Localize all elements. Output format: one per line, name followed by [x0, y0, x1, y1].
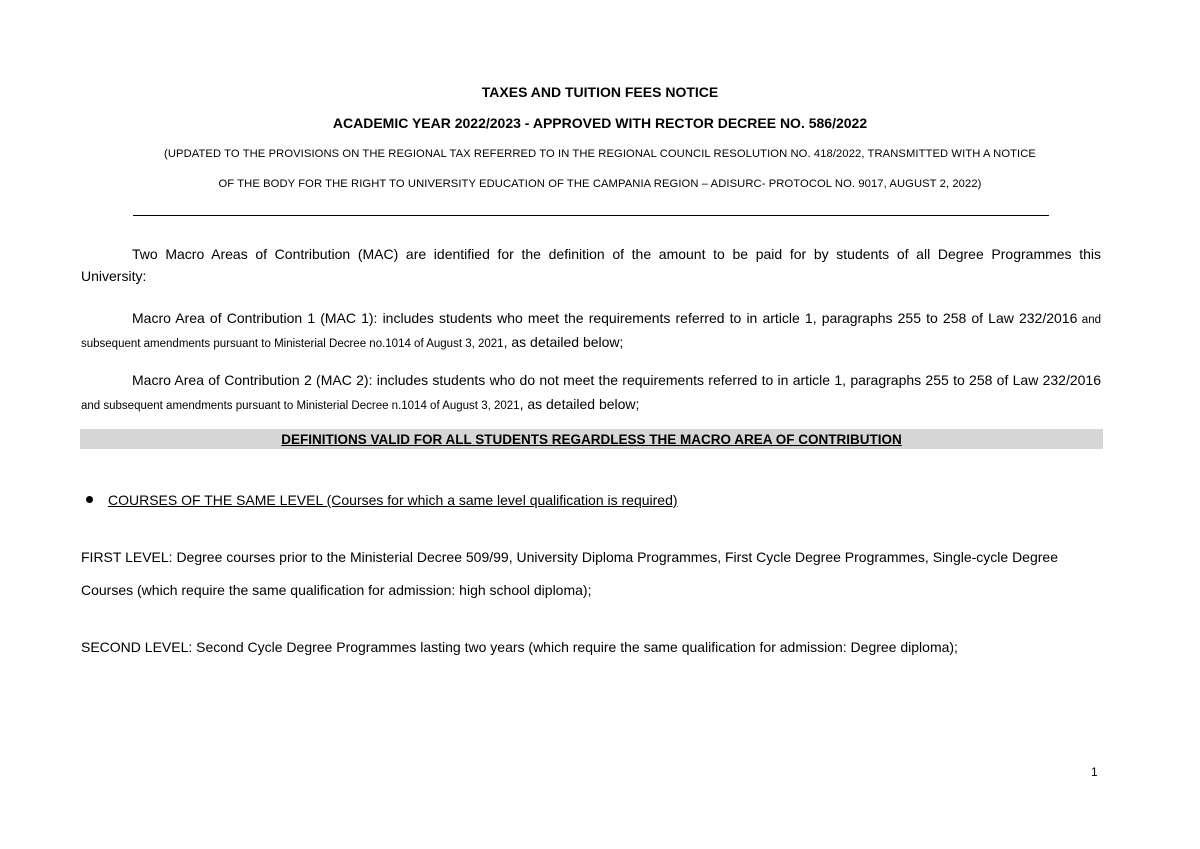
document-subtitle: ACADEMIC YEAR 2022/2023 - APPROVED WITH RECTOR DECREE NO. 586/2022	[332, 115, 868, 131]
definitions-heading: DEFINITIONS VALID FOR ALL STUDENTS REGARDLESS THE MACRO AREA OF CONTRIBUTION	[281, 432, 902, 447]
courses-same-level-text: COURSES OF THE SAME LEVEL (Courses for which a same level qualification is required)	[108, 492, 678, 508]
update-note-line-1: (UPDATED TO THE PROVISIONS ON THE REGIONAL TAX REFERRED TO IN THE REGIONAL COUNCIL RESOLUTION NO. 418/2022, TRANSMITTED WITH A NOTICE	[164, 148, 1036, 160]
intro-text: Two Macro Areas of Contribution (MAC) are identified for the definition of the amount to be paid for by students of all Degree Programmes this University:	[81, 246, 1101, 284]
mac2-tail: , as detailed below;	[519, 396, 640, 412]
mac1-detail: and subsequent amendments pursuant to Ministerial Decree no.1014 of August 3, 2021	[81, 314, 1101, 350]
mac2-lead: Macro Area of Contribution 2 (MAC 2): includes students who do not meet the requirements referred to in article 1, paragraphs 255 to 258 of Law 232/2016	[132, 372, 1101, 388]
mac1-paragraph	[81, 307, 1101, 355]
page-number: 1	[1091, 765, 1098, 779]
definitions-heading-bar	[80, 429, 1103, 449]
mac2-detail: and subsequent amendments pursuant to Ministerial Decree n.1014 of August 3, 2021	[81, 400, 520, 412]
mac1-tail: , as detailed below;	[503, 334, 624, 350]
second-level-definition: SECOND LEVEL: Second Cycle Degree Programmes lasting two years (which require the same qualification for admission: Degree diploma);	[81, 639, 958, 655]
bullet-icon	[86, 496, 93, 503]
mac2-paragraph	[81, 369, 1101, 417]
first-level-definition: FIRST LEVEL: Degree courses prior to the Ministerial Decree 509/99, University Diploma Programmes, First Cycle Degree Programmes, Single-cycle Degree Courses (which require the same qualification for admission: high school diploma);	[81, 549, 1058, 598]
header-divider	[133, 215, 1049, 216]
courses-same-level-bullet	[86, 492, 678, 508]
intro-paragraph	[81, 243, 1101, 287]
document-title: TAXES AND TUITION FEES NOTICE	[481, 84, 719, 100]
mac1-lead: Macro Area of Contribution 1 (MAC 1): includes students who meet the requirements referred to in article 1, paragraphs 255 to 258 of Law 232/2016	[132, 310, 1078, 326]
update-note-line-2: OF THE BODY FOR THE RIGHT TO UNIVERSITY EDUCATION OF THE CAMPANIA REGION – ADISURC- PROTOCOL NO. 9017, AUGUST 2, 2022)	[218, 178, 982, 190]
